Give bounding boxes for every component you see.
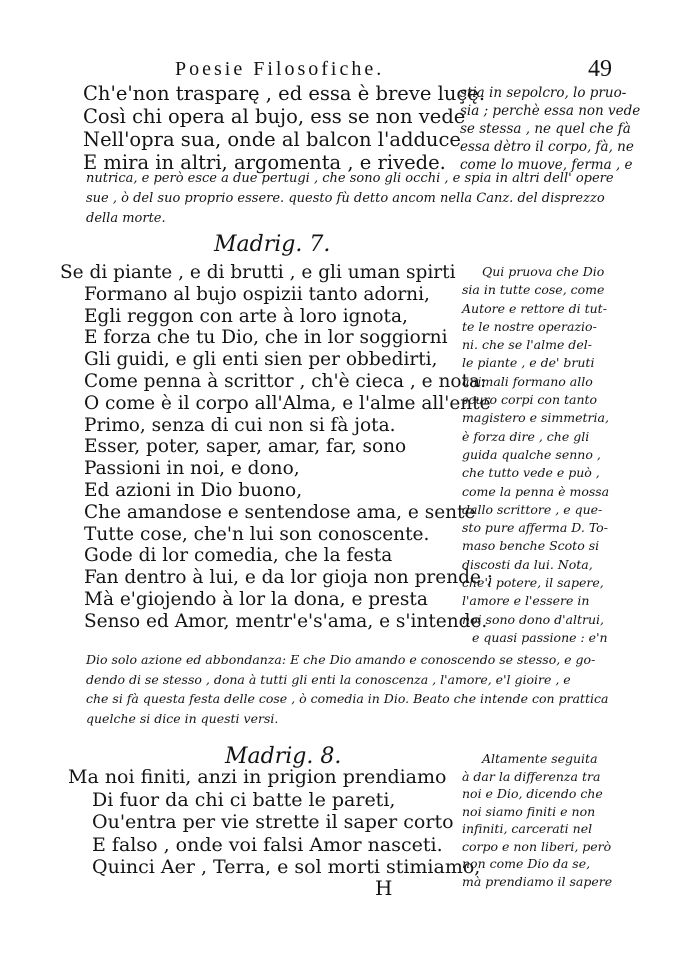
verse-line: Ch'e'non trasparę , ed essa è breve luçę. bbox=[83, 82, 486, 105]
verse-line: Egli reggon con arte à loro ignota, bbox=[84, 305, 408, 327]
verse-line: E mira in altri, argomenta , e rivede. bbox=[83, 151, 446, 174]
verse-block-top bbox=[83, 82, 485, 174]
verse-line: Se di piante , e di brutti , e gli uman spirti bbox=[60, 262, 456, 283]
verse-line: Passioni in noi, e dono, bbox=[84, 458, 300, 480]
verse-line: Esser, poter, saper, amar, far, sono bbox=[84, 436, 407, 458]
note-line: ni. che se l'alme del- bbox=[462, 337, 592, 353]
marginal-note-top bbox=[460, 84, 640, 174]
note-line: mà prendiamo il sapere bbox=[462, 873, 613, 889]
note-line: noi siamo finiti e non bbox=[462, 803, 596, 819]
commentary-line: Dio solo azione ed abbondanza: E che Dio amando e conoscendo se stesso, e go- bbox=[86, 652, 596, 667]
note-line: l'amore e l'essere in bbox=[462, 593, 590, 609]
note-line: noi sono dono d'altrui, bbox=[462, 611, 605, 627]
verse-block-madrigal-7 bbox=[60, 262, 493, 633]
note-line: à dar la differenza tra bbox=[462, 768, 601, 784]
note-line: sia in tutte cose, come bbox=[462, 282, 605, 298]
commentary-line: sue , ò del suo proprio essere. questo fù detto ancom nella Canz. del disprezzo bbox=[86, 191, 605, 206]
note-line: maso benche Scoto si bbox=[462, 538, 600, 554]
note-line: è forza dire , che gli bbox=[462, 428, 590, 444]
madrigal-7-heading: Madrig. 7. bbox=[214, 232, 331, 257]
verse-line: Nell'opra sua, onde al balcon l'adduce bbox=[83, 128, 461, 151]
verse-line: Ma noi finiti, anzi in prigion prendiamo bbox=[68, 766, 447, 788]
madrigal-8-heading: Madrig. 8. bbox=[225, 744, 342, 769]
marginal-note-madrigal-8 bbox=[462, 750, 612, 890]
note-line: discosti da lui. Nota, bbox=[462, 556, 593, 572]
commentary-line: che si fà questa festa delle cose , ò comedia in Dio. Beato che intende con prattica bbox=[86, 691, 609, 706]
verse-line: Quinci Aer , Terra, e sol morti stimiamo, bbox=[92, 856, 481, 878]
verse-line: Mà e'giojendo à lor la dona, e presta bbox=[84, 588, 428, 610]
note-line: come lo muove, ferma , e bbox=[460, 157, 633, 173]
signature-mark: H bbox=[375, 876, 393, 900]
note-line: come la penna è mossa bbox=[462, 483, 610, 499]
commentary-madrigal-7 bbox=[86, 650, 608, 728]
commentary-line: quelche si dice in questi versi. bbox=[86, 710, 279, 726]
commentary-top bbox=[86, 169, 614, 229]
verse-line: Di fuor da chi ci batte le pareti, bbox=[92, 788, 396, 811]
commentary-line: della morte. bbox=[86, 211, 166, 226]
verse-line: Così chi opera al bujo, ess se non vede bbox=[83, 105, 466, 128]
verse-line: Tutte cose, che'n lui son conoscente. bbox=[84, 523, 430, 545]
note-line: se stessa , ne quel che fà bbox=[460, 121, 631, 137]
verse-line: Senso ed Amor, mentr'e's'ama, e s'intende. bbox=[84, 610, 488, 632]
verse-line: Ou'entra per vie strette il saper corto bbox=[92, 811, 454, 833]
verse-line: Ed azioni in Dio buono, bbox=[84, 479, 303, 501]
note-line: scuro corpi con tanto bbox=[462, 392, 598, 408]
note-line: sia ; perchè essa non vede bbox=[460, 103, 641, 119]
note-line: le piante , e de' bruti bbox=[462, 355, 595, 371]
marginal-note-madrigal-7 bbox=[462, 263, 609, 647]
note-line: Qui pruova che Dio bbox=[482, 264, 605, 279]
note-line: te le nostre operazio- bbox=[462, 318, 597, 334]
verse-block-madrigal-8 bbox=[68, 766, 480, 879]
verse-line: Che amandose e sentendose ama, e sente bbox=[84, 501, 476, 523]
note-line: e quasi passione : e'n bbox=[472, 629, 608, 645]
verse-line: Gode di lor comedia, che la festa bbox=[84, 545, 393, 567]
verse-line: E forza che tu Dio, che in lor soggiorni bbox=[84, 327, 448, 349]
note-line: dallo scrittore , e que- bbox=[462, 501, 603, 517]
commentary-line: dendo di se stesso , dona à tutti gli enti la conoscenza , l'amore, e'l gioire , e bbox=[86, 671, 571, 687]
verse-line: Primo, senza di cui non si fà jota. bbox=[84, 414, 396, 436]
note-line: stia in sepolcro, lo pruo- bbox=[460, 85, 627, 101]
note-line: magistero e simmetria, bbox=[462, 410, 609, 426]
note-line: guida qualche senno , bbox=[462, 446, 601, 462]
note-line: animali formano allo bbox=[462, 373, 593, 389]
note-line: infiniti, carcerati nel bbox=[462, 821, 593, 836]
note-line: non come Dio da se, bbox=[462, 856, 591, 871]
verse-line: Gli guidi, e gli enti sien per obbedirti, bbox=[84, 349, 438, 371]
note-line: sto pure afferma D. To- bbox=[462, 520, 608, 536]
note-line: essa dètro il corpo, fà, ne bbox=[460, 139, 634, 155]
note-line: corpo e non liberi, però bbox=[462, 838, 612, 854]
verse-line: Formano al bujo ospizii tanto adorni, bbox=[84, 283, 430, 305]
note-line: noi e Dio, dicendo che bbox=[462, 786, 603, 801]
commentary-line: nutrica, e però esce a due pertugi , che sono gli occhi , e spia in altri dell' opere bbox=[86, 171, 614, 186]
note-line: Autore e rettore di tut- bbox=[462, 300, 607, 316]
note-line: Altamente seguita bbox=[482, 751, 598, 766]
page-number: 49 bbox=[588, 56, 612, 82]
verse-line: Fan dentro à lui, e da lor gioja non prende ; bbox=[84, 567, 494, 589]
verse-line: O come è il corpo all'Alma, e l'alme all'ente bbox=[84, 392, 491, 414]
verse-line: Come penna à scrittor , ch'è cieca , e nota: bbox=[84, 370, 487, 392]
note-line: che tutto vede e può , bbox=[462, 465, 600, 481]
running-title: Poesie Filosofiche. bbox=[175, 58, 385, 80]
verse-line: E falso , onde voi falsi Amor nasceti. bbox=[92, 833, 443, 856]
note-line: che'l potere, il sapere, bbox=[462, 575, 604, 591]
